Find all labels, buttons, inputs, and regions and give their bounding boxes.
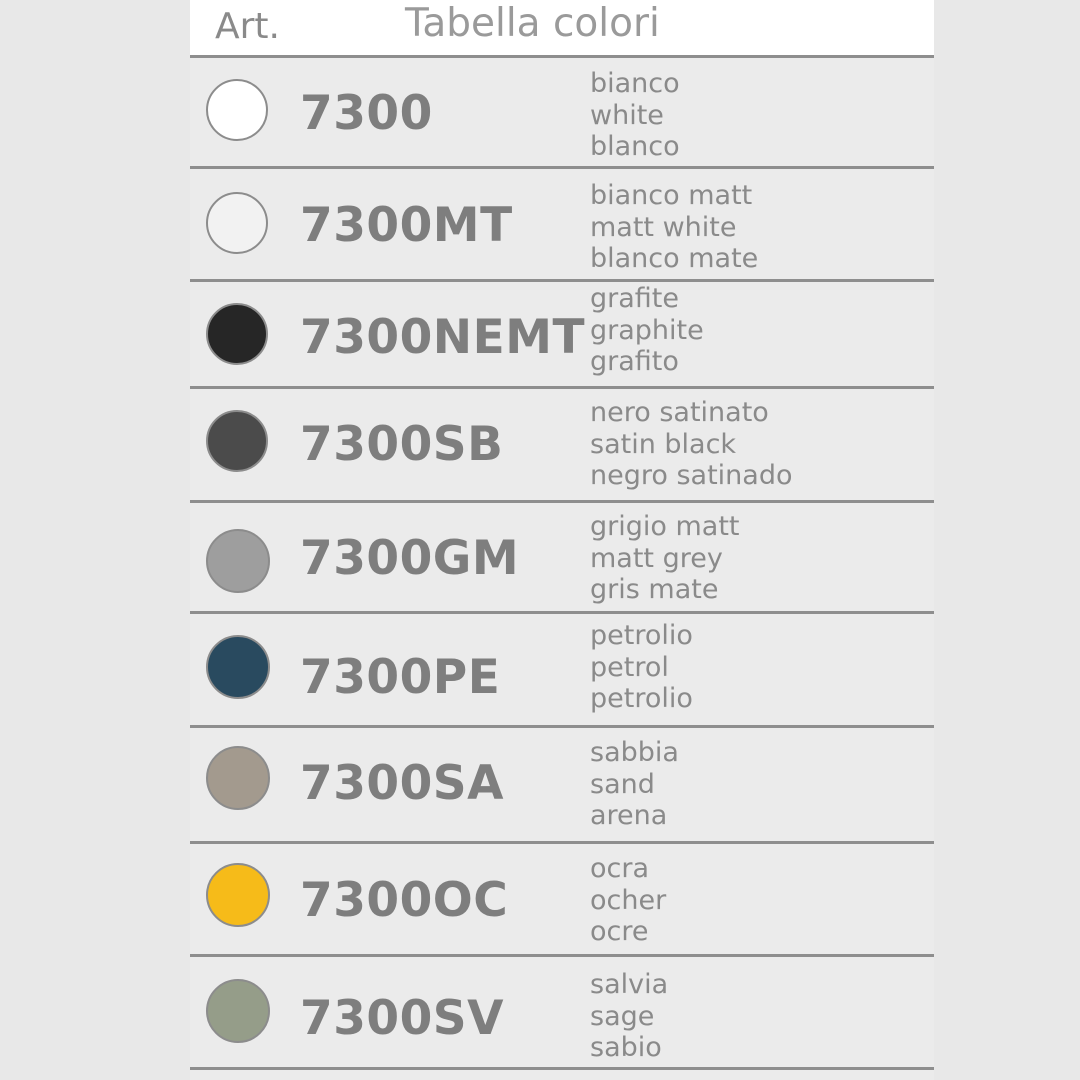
article-code: 7300GM — [300, 531, 520, 586]
color-row-7300sb — [190, 389, 934, 500]
color-names — [590, 853, 666, 948]
name-english: white — [590, 99, 664, 131]
article-code: 7300PE — [300, 650, 501, 705]
color-names — [590, 737, 679, 832]
name-english: petrol — [590, 651, 669, 683]
name-spanish: blanco — [590, 131, 680, 162]
color-swatch — [206, 529, 270, 593]
color-row-7300sv — [190, 957, 934, 1067]
article-code: 7300NEMT — [300, 310, 586, 365]
article-code: 7300MT — [300, 198, 513, 253]
name-spanish: petrolio — [590, 683, 693, 714]
name-italian: petrolio — [590, 620, 693, 651]
color-swatch — [206, 863, 270, 927]
article-code: 7300SB — [300, 417, 504, 472]
color-swatch — [206, 410, 268, 472]
color-names — [590, 180, 758, 275]
color-swatch — [206, 635, 270, 699]
name-italian: bianco matt — [590, 180, 753, 211]
color-row-7300oc — [190, 844, 934, 954]
name-spanish: ocre — [590, 916, 649, 947]
article-code: 7300 — [300, 86, 433, 141]
color-row-7300pe — [190, 614, 934, 725]
name-spanish: blanco mate — [590, 243, 759, 274]
color-swatch — [206, 746, 270, 810]
table-title: Tabella colori — [405, 1, 660, 46]
name-italian: grafite — [590, 283, 679, 314]
color-names — [590, 68, 680, 163]
color-row-7300nemt — [190, 282, 934, 386]
color-row-7300sa — [190, 728, 934, 841]
article-code: 7300SA — [300, 756, 505, 811]
color-swatch — [206, 979, 270, 1043]
name-italian: salvia — [590, 969, 669, 1000]
name-spanish: gris mate — [590, 574, 719, 605]
name-italian: bianco — [590, 68, 680, 99]
name-spanish: negro satinado — [590, 460, 793, 491]
name-italian: sabbia — [590, 737, 679, 768]
name-english: graphite — [590, 314, 704, 346]
color-names — [590, 397, 793, 492]
table-header — [190, 0, 934, 55]
name-spanish: sabio — [590, 1032, 662, 1063]
name-italian: ocra — [590, 853, 650, 884]
name-italian: grigio matt — [590, 511, 740, 542]
color-row-7300mt — [190, 169, 934, 279]
name-english: matt white — [590, 211, 737, 243]
color-swatch — [206, 192, 268, 254]
color-names — [590, 620, 693, 715]
color-swatch — [206, 79, 268, 141]
article-code: 7300OC — [300, 873, 509, 928]
color-table — [190, 0, 934, 1080]
color-row-7300gm — [190, 503, 934, 611]
color-names — [590, 969, 668, 1064]
name-spanish: arena — [590, 800, 668, 831]
name-spanish: grafito — [590, 346, 679, 377]
name-italian: nero satinato — [590, 397, 769, 428]
name-english: sage — [590, 1000, 655, 1032]
color-names — [590, 283, 704, 378]
name-english: sand — [590, 768, 655, 800]
color-swatch — [206, 303, 268, 365]
row-divider — [190, 1067, 934, 1070]
color-names — [590, 511, 740, 606]
name-english: matt grey — [590, 542, 723, 574]
color-row-7300 — [190, 58, 934, 166]
art-column-label: Art. — [215, 6, 280, 47]
name-english: satin black — [590, 428, 737, 460]
article-code: 7300SV — [300, 991, 505, 1046]
name-english: ocher — [590, 884, 667, 916]
